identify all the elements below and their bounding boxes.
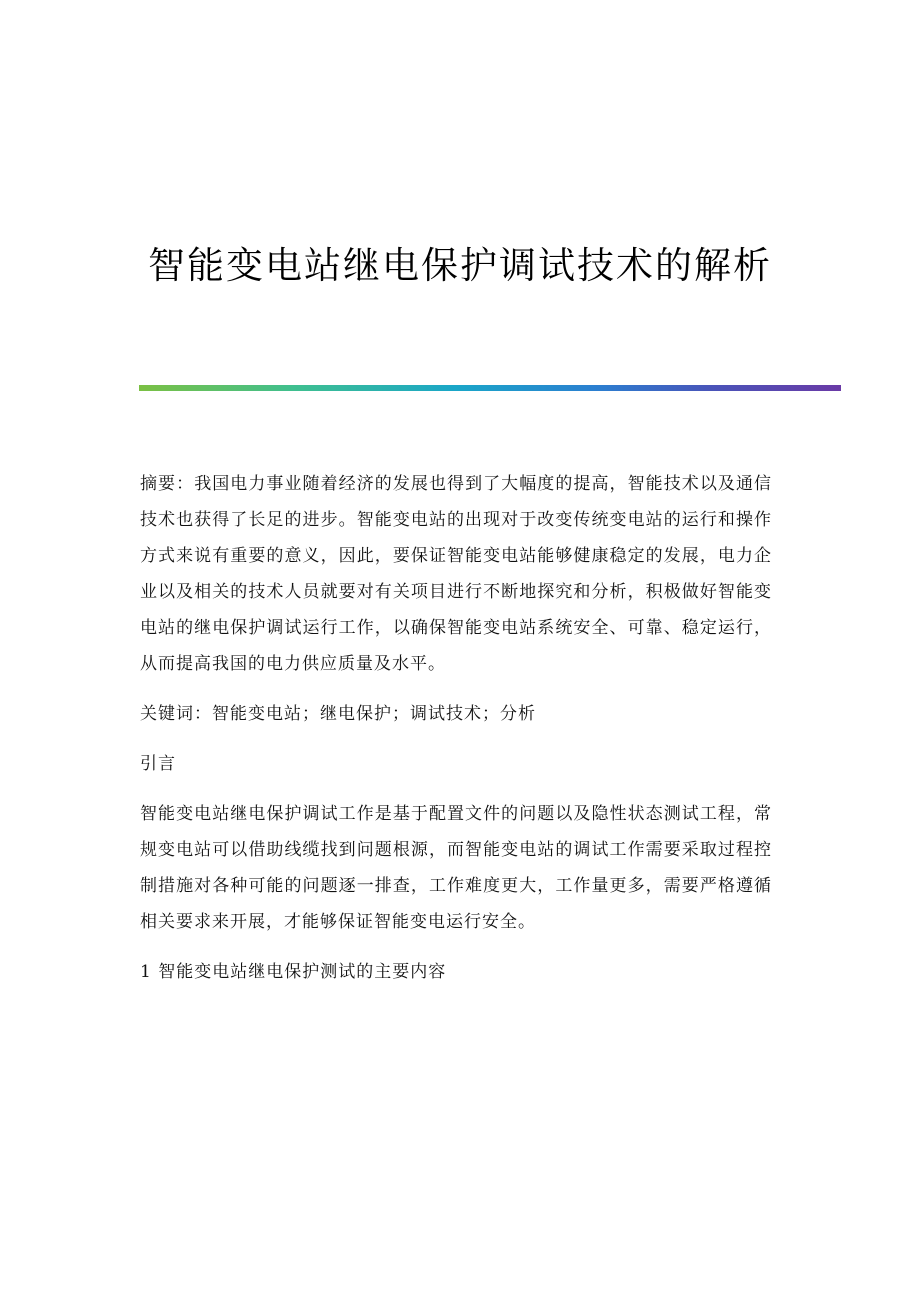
section-1-heading: 1 智能变电站继电保护测试的主要内容 [140, 962, 447, 982]
keywords-line [140, 696, 772, 732]
document-body [140, 466, 772, 1004]
title-divider [139, 385, 841, 391]
abstract-label: 摘要： [140, 474, 195, 494]
keywords-text: 智能变电站；继电保护；调试技术；分析 [212, 704, 536, 724]
abstract-text: 我国电力事业随着经济的发展也得到了大幅度的提高，智能技术以及通信技术也获得了长足的进步。智能变电站的出现对于改变传统变电站的运行和操作方式来说有重要的意义，因此，要保证智能变电站能够健康稳定的发展，电力企业以及相关的技术人员就要对有关项目进行不断地探究和分析，积极做好智能变电站的继电保护调试运行工作，以确保智能变电站系统安全、可靠、稳定运行，从而提高我国的电力供应质量及水平。 [140, 474, 773, 674]
intro-paragraph: 智能变电站继电保护调试工作是基于配置文件的问题以及隐性状态测试工程，常规变电站可以借助线缆找到问题根源，而智能变电站的调试工作需要采取过程控制措施对各种可能的问题逐一排查，工作难度更大，工作量更多，需要严格遵循相关要求来开展，才能够保证智能变电运行安全。 [140, 804, 772, 932]
keywords-label: 关键词： [140, 704, 212, 724]
intro-heading: 引言 [140, 754, 176, 774]
abstract-paragraph [140, 466, 772, 682]
page-title: 智能变电站继电保护调试技术的解析 [148, 243, 772, 287]
